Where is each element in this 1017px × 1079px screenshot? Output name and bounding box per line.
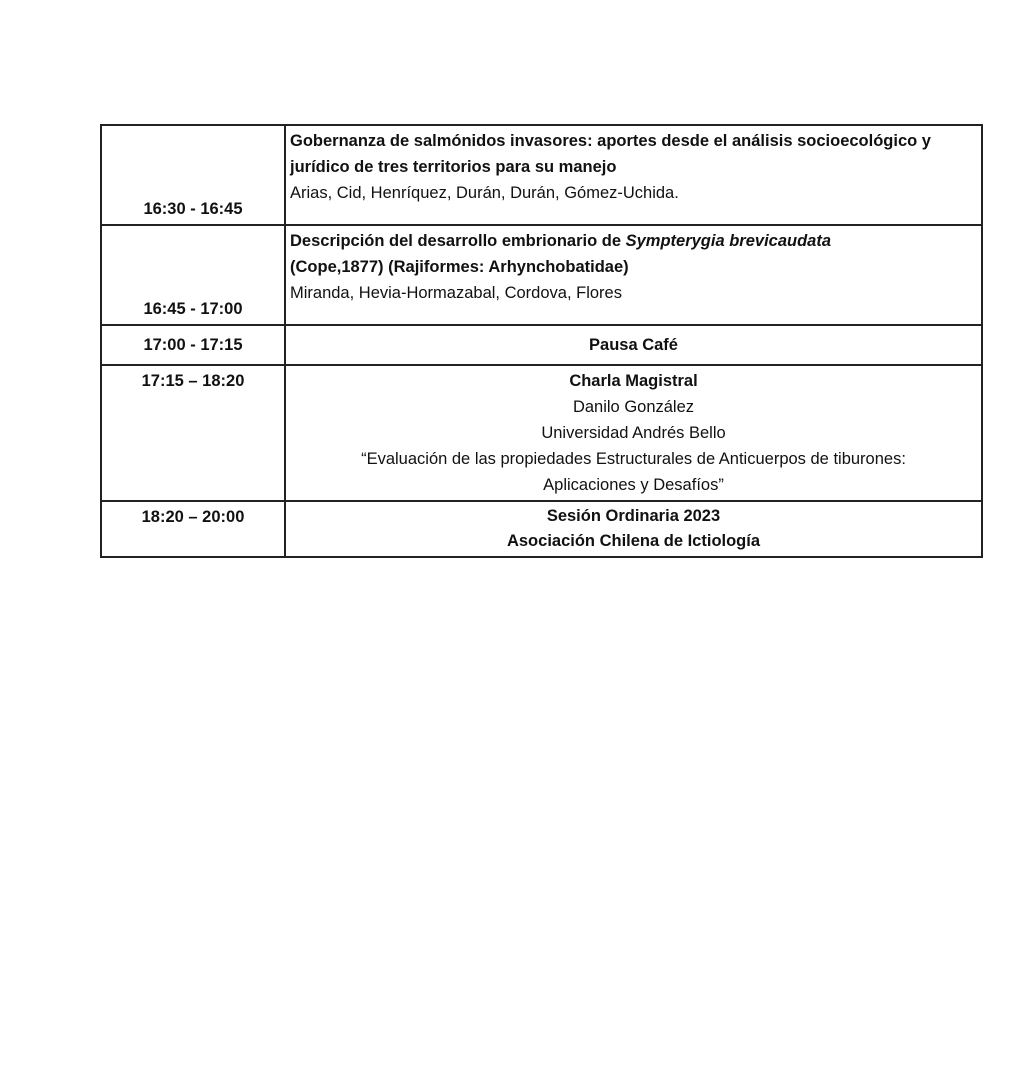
talk-title bbox=[290, 228, 977, 254]
time-cell: 16:30 - 16:45 bbox=[101, 125, 285, 225]
talk-title: Gobernanza de salmónidos invasores: aportes desde el análisis socioecológico y jurídico de tres territorios para su manejo bbox=[290, 132, 931, 176]
session-cell bbox=[285, 225, 982, 325]
table-row bbox=[101, 125, 982, 225]
time-cell: 17:15 – 18:20 bbox=[101, 365, 285, 501]
species-name: Sympterygia brevicaudata bbox=[625, 232, 832, 250]
assembly-title: Sesión Ordinaria 2023 bbox=[546, 507, 721, 525]
schedule-table bbox=[100, 124, 983, 558]
assembly-organization: Asociación Chilena de Ictiología bbox=[506, 532, 761, 550]
keynote-title: Charla Magistral bbox=[569, 372, 698, 390]
time-cell: 16:45 - 17:00 bbox=[101, 225, 285, 325]
table-row bbox=[101, 225, 982, 325]
talk-authors: Miranda, Hevia-Hormazabal, Cordova, Flores bbox=[290, 284, 622, 302]
talk-authors: Arias, Cid, Henríquez, Durán, Durán, Gómez-Uchida. bbox=[290, 184, 679, 202]
table-row bbox=[101, 365, 982, 501]
keynote-affiliation: Universidad Andrés Bello bbox=[541, 424, 726, 442]
table-row bbox=[101, 501, 982, 557]
keynote-talk-title-cont: Aplicaciones y Desafíos” bbox=[543, 476, 724, 494]
table-row bbox=[101, 325, 982, 365]
talk-title-suffix: (Cope,1877) (Rajiformes: Arhynchobatidae) bbox=[290, 258, 629, 276]
time-cell: 17:00 - 17:15 bbox=[101, 325, 285, 365]
session-cell bbox=[285, 125, 982, 225]
keynote-speaker: Danilo González bbox=[572, 398, 695, 416]
keynote-cell bbox=[285, 365, 982, 501]
assembly-cell bbox=[285, 501, 982, 557]
talk-title-prefix: Descripción del desarrollo embrionario de bbox=[290, 232, 626, 250]
keynote-talk-title: “Evaluación de las propiedades Estructurales de Anticuerpos de tiburones: bbox=[361, 450, 906, 468]
break-cell: Pausa Café bbox=[285, 325, 982, 365]
time-cell: 18:20 – 20:00 bbox=[101, 501, 285, 557]
